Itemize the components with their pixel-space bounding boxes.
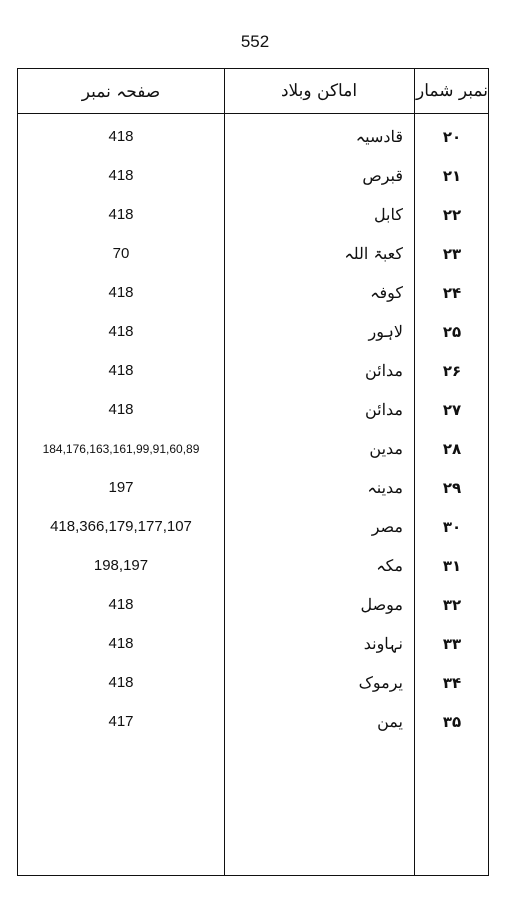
page-refs: 418: [108, 596, 134, 613]
place-name: مدائن: [364, 361, 403, 380]
serial-number: ۲۰: [442, 128, 462, 146]
table-row: [18, 398, 488, 437]
table-row: [18, 554, 488, 593]
page-refs: 198,197: [93, 557, 149, 574]
place-name: مدین: [369, 439, 403, 458]
page-refs: 418: [108, 401, 134, 418]
table-row: [18, 476, 488, 515]
header-divider: [18, 113, 488, 114]
place-name: کابل: [373, 205, 403, 224]
page-refs: 197: [108, 479, 134, 496]
serial-number: ۲۳: [442, 245, 462, 263]
page-refs: 418: [108, 635, 134, 652]
place-name: قبرص: [362, 166, 403, 185]
serial-number: ۳۵: [442, 713, 462, 731]
serial-number: ۳۴: [442, 674, 462, 692]
serial-number: ۲۸: [442, 440, 462, 458]
page-refs: 184,176,163,161,99,91,60,89: [42, 442, 200, 456]
serial-number: ۳۳: [442, 635, 462, 653]
table-row: [18, 125, 488, 164]
place-name: لاہور: [368, 322, 403, 341]
serial-number: ۲۵: [442, 323, 462, 341]
page-refs: 418: [108, 284, 134, 301]
place-name: مدائن: [364, 400, 403, 419]
page-refs: 418: [108, 206, 134, 223]
table-row: [18, 164, 488, 203]
table-row: [18, 632, 488, 671]
page-refs: 418: [108, 128, 134, 145]
serial-number: ۲۷: [442, 401, 462, 419]
serial-number: ۲۴: [442, 284, 462, 302]
table-row: [18, 359, 488, 398]
header-serial-number: نمبر شمار: [416, 81, 488, 101]
table-row: [18, 242, 488, 281]
page-refs: 418: [108, 674, 134, 691]
page-refs: 418: [108, 167, 134, 184]
page-refs: 418: [108, 362, 134, 379]
place-name: مکہ: [376, 556, 403, 575]
place-name: یمن: [377, 712, 403, 731]
serial-number: ۲۱: [442, 167, 462, 185]
table-row: [18, 203, 488, 242]
page-refs: 417: [108, 713, 134, 730]
header-page-numbers: صفحہ نمبر: [81, 81, 161, 102]
place-name: مصر: [371, 517, 403, 536]
table-row: [18, 710, 488, 749]
page-refs: 418,366,179,177,107: [50, 518, 192, 535]
table-row: [18, 281, 488, 320]
table-row: [18, 437, 488, 476]
serial-number: ۳۰: [442, 518, 462, 536]
places-index-table: [17, 68, 489, 876]
table-row: [18, 515, 488, 554]
place-name: نہاوند: [363, 634, 403, 653]
page-number: 552: [240, 32, 270, 51]
table-body: [18, 125, 488, 749]
place-name: موصل: [360, 595, 403, 614]
page-refs: 70: [112, 245, 130, 262]
header-places: اماکن وبلاد: [280, 81, 358, 101]
serial-number: ۲۶: [442, 362, 462, 380]
place-name: قادسیہ: [355, 127, 403, 146]
serial-number: ۳۲: [442, 596, 462, 614]
table-row: [18, 593, 488, 632]
place-name: کوفہ: [370, 283, 403, 302]
serial-number: ۲۲: [442, 206, 462, 224]
place-name: کعبۃ اللہ: [344, 244, 403, 263]
table-row: [18, 671, 488, 710]
serial-number: ۳۱: [442, 557, 462, 575]
page-refs: 418: [108, 323, 134, 340]
serial-number: ۲۹: [442, 479, 462, 497]
place-name: مدینہ: [367, 478, 403, 497]
table-row: [18, 320, 488, 359]
place-name: یرموک: [358, 673, 403, 692]
